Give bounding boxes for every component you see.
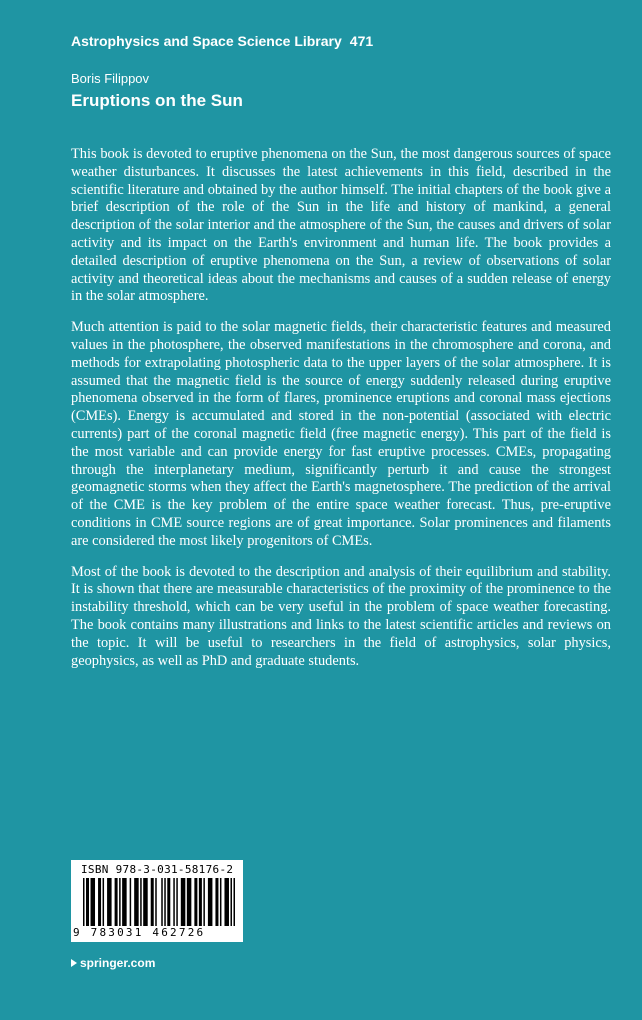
barcode-bar: [86, 878, 88, 926]
barcode-bar: [208, 878, 213, 926]
arrow-right-icon: [71, 959, 77, 967]
isbn-label: ISBN 978-3-031-58176-2: [81, 863, 234, 876]
barcode-bar: [143, 878, 148, 926]
barcode-bar: [130, 878, 132, 926]
barcode-bar: [230, 878, 232, 926]
author-name: Boris Filippov: [71, 71, 150, 86]
barcode-digits: 9 783031 462726: [73, 926, 206, 939]
barcode-bar: [107, 878, 112, 926]
blurb-paragraph: Much attention is paid to the solar magnetic fields, their characteristic features and measured values in the photosphere, the observed manifestations in the chromosphere and corona, and methods for extrapolating photospheric data to the upper layers of the solar atmosphere. It is assumed that the magnetic field is the source of energy suddenly released during eruptive phenomena observed in the form of flares, prominence eruptions and coronal mass ejections (CMEs). Energy is accumulated and stored in the non-potential (associated with electric currents) part of the coronal magnetic field (free magnetic energy). This part of the field is the most variable and can provide energy for fast eruptive processes. CMEs, propagating through the interplanetary medium, significantly perturb it and cause the strongest geomagnetic storms when they affect the Earth's magnetosphere. The prediction of the arrival of the CME is the key problem of the entire space weather forecast. Thus, pre-eruptive conditions in CME source regions are of great importance. Solar prominences and filaments are considered the most likely progenitors of CMEs.: [71, 319, 611, 549]
barcode-bar: [151, 878, 154, 926]
book-title: Eruptions on the Sun: [71, 91, 243, 110]
series-name: Astrophysics and Space Science Library: [71, 33, 342, 49]
barcode-bar: [215, 878, 218, 926]
barcode-bar: [134, 878, 139, 926]
series-volume: 471: [349, 33, 374, 49]
blurb-paragraph: This book is devoted to eruptive phenomena on the Sun, the most dangerous sources of space weather disturbances. It discusses the latest achievements in this field, described in the scientific literature and obtained by the author himself. The initial chapters of the book give a brief description of the role of the Sun in the life and history of mankind, a general description of the solar interior and the atmosphere of the Sun, the causes and drivers of solar activity and its impact on the Earth's environment and human life. The book provides a detailed description of eruptive phenomena on the Sun, a review of observations of solar activity and theoretical ideas about the mechanisms and causes of a sudden release of energy in the solar atmosphere.: [71, 146, 611, 305]
barcode-bar: [119, 878, 121, 926]
barcode-bar: [164, 878, 166, 926]
barcode-bars: [83, 878, 235, 926]
isbn-barcode: [71, 860, 243, 942]
barcode-bar: [220, 878, 222, 926]
barcode-bar: [122, 878, 127, 926]
barcode-bar: [224, 878, 229, 926]
barcode-bar: [83, 878, 85, 926]
barcode-bar: [140, 878, 142, 926]
barcode-bar: [173, 878, 175, 926]
barcode-bar: [161, 878, 163, 926]
barcode-bar: [176, 878, 178, 926]
barcode-bar: [91, 878, 96, 926]
barcode-bar: [187, 878, 192, 926]
barcode-bar: [115, 878, 118, 926]
barcode-bar: [167, 878, 170, 926]
barcode-bar: [203, 878, 205, 926]
cover-header: [71, 32, 611, 111]
blurb-text: [71, 146, 611, 683]
publisher-link[interactable]: [71, 955, 155, 971]
barcode-bar: [199, 878, 202, 926]
barcode-bar: [88, 878, 90, 926]
barcode-bar: [194, 878, 197, 926]
barcode-bar: [181, 878, 186, 926]
barcode-bar: [155, 878, 157, 926]
series-line: [71, 32, 611, 50]
publisher-link-label: springer.com: [80, 956, 156, 970]
barcode-bar: [98, 878, 101, 926]
barcode-bar: [234, 878, 236, 926]
blurb-paragraph: Most of the book is devoted to the description and analysis of their equilibrium and stability. It is shown that there are measurable characteristics of the proximity of the prominence to the instability threshold, which can be very useful in the problem of space weather forecasting. The book contains many illustrations and links to the latest scientific articles and reviews on the topic. It will be useful to researchers in the field of astrophysics, solar physics, geophysics, as well as PhD and graduate students.: [71, 563, 611, 669]
barcode-bar: [103, 878, 105, 926]
